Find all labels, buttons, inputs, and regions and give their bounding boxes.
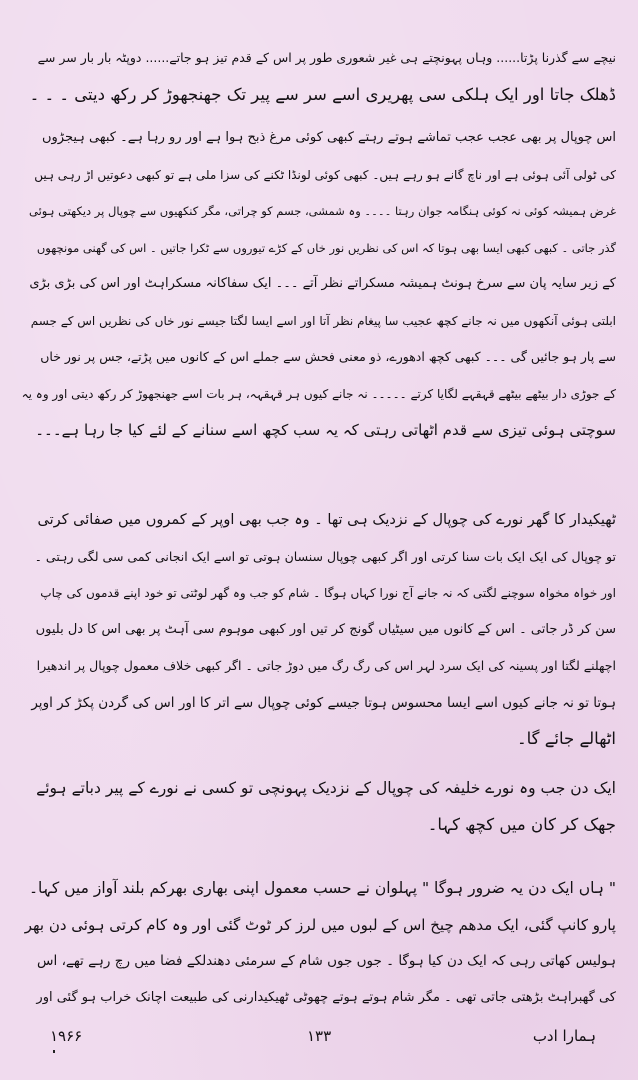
text-line: کے زیر سایہ پان سے سرخ ہونٹ ہمیشہ مسکراتے نظر آتے ۔۔۔ ایک سفاکانہ مسکراہٹ اور اس کی بڑی بڑی bbox=[29, 276, 616, 291]
paragraph-1 bbox=[22, 40, 616, 113]
page-footer bbox=[22, 1016, 616, 1056]
page-number: ۱۳۳ bbox=[307, 1027, 332, 1045]
paragraph-4 bbox=[22, 770, 616, 843]
text-line: اور خواہ مخواہ سوچنے لگتی کہ نہ جانے آج نورا کہاں ہوگا ۔ شام کو جب وہ گھر لوٹتی تو خود اپنے قدموں کی چاپ bbox=[40, 586, 616, 600]
text-line: کی ٹولی آئی ہوئی ہے اور ناچ گانے ہو رہے ہیں۔ کبھی کوئی لونڈا ٹکنے کی سزا ملی ہے تو کبھی دعوتیں اڑ رہی ہیں bbox=[34, 167, 616, 182]
text-line: تو چوپال کی ایک ایک بات سنا کرتی اور اگر کبھی چوپال سنسان ہوتی تو اسے ایک انجانی کمی سی لگی رہتی ۔ bbox=[34, 548, 616, 564]
text-line: سن کر ڈر جاتی ۔ اس کے کانوں میں سیٹیاں گونج کر تیں اور کبھی موہوم سی آہٹ پر بھی اس کا دل بلیوں bbox=[35, 621, 616, 637]
paragraph-3 bbox=[22, 502, 616, 758]
text-line: ہولیس کھاتی رہی کہ ایک دن کیا ہوگا ۔ جوں جوں شام کے سرمئی دھندلکے فضا میں رچ رہے تھے، اس bbox=[37, 953, 616, 969]
text-line: گذر جاتی ۔ کبھی کبھی ایسا بھی ہوتا کہ اس کی نظریں نور خاں کے کڑے تیوروں سے ٹکرا جاتیں ۔ اس کی گھنی مونچھوں bbox=[36, 240, 616, 255]
text-line: کی گھبراہٹ بڑھتی جاتی تھی ۔ مگر شام ہوتے ہوتے چھوٹی ٹھیکیدارنی کی طبیعت اچانک خراب ہو گئی اور bbox=[36, 989, 616, 1005]
publication-year: ۱۹۶۶ bbox=[50, 1027, 83, 1045]
text-line: " ہاں ایک دن یہ ضرور ہوگا " پہلوان نے حسب معمول اپنی بھاری بھرکم بلند آواز میں کہا۔ bbox=[28, 879, 616, 897]
text-line: اٹھالے جائے گا۔ bbox=[516, 729, 616, 748]
text-line: غرض ہمیشہ کوئی نہ کوئی ہنگامہ جوان رہتا ۔۔۔۔ وہ شمشی، جسم کو چراتی، مگر کنکھیوں سے چوپال پر دیکھتی ہوئی bbox=[29, 204, 616, 218]
text-line: سوچتی ہوئی تیزی سے قدم اٹھاتی رہتی کہ یہ سب کچھ اسے سنانے کے لئے کیا جا رہا ہے۔۔۔ bbox=[35, 421, 616, 439]
text-line: کے جوڑی دار بیٹھے بیٹھے قہقہے لگایا کرتے ۔۔۔۔۔ نہ جانے کیوں ہر قہقہہ، ہر بات اسے جھنجھوڑ کر رکھ دیتی اور وہ یہ bbox=[22, 386, 616, 401]
text-line: پارو کانپ گئی، ایک مدھم چیخ اس کے لبوں میں لرز کر ٹوٹ گئی اور وہ کام کرتی ہوئی دن بھر bbox=[24, 915, 616, 934]
text-line: ایک دن جب وہ نورے خلیفہ کی چوپال کے نزدیک پہونچی تو کسی نے نورے کے پیر دباتے ہوئے bbox=[36, 779, 616, 797]
paragraph-5 bbox=[22, 870, 616, 1016]
text-line: سے پار ہو جائیں گی ۔۔۔ کبھی کچھ ادھورے، ذو معنی فحش سے جملے اس کے کانوں میں پڑتے، جس پر نور خاں bbox=[40, 349, 616, 364]
magazine-name: ہمارا ادب bbox=[532, 1027, 596, 1045]
text-line: نیچے سے گذرنا پڑتا...... وہاں پہونچتے ہی غیر شعوری طور پر اس کے قدم تیز ہو جاتے...... دوپٹہ بار بار سر سے bbox=[37, 50, 616, 65]
text-line: ہوتا تو نہ جانے کیوں اسے ایسا محسوس ہوتا جیسے کوئی چوپال سے اتر کا اور اس کی گردن پکڑ کر اوپر bbox=[31, 694, 616, 711]
paragraph-2 bbox=[22, 120, 616, 449]
text-line: ڈھلک جاتا اور ایک ہلکی سی پھریری اسے سر سے پیر تک جھنجھوڑ کر رکھ دیتی ۔ ۔ ۔ bbox=[29, 84, 616, 104]
text-line: ٹھیکیدار کا گھر نورے کی چوپال کے نزدیک ہی تھا ۔ وہ جب بھی اوپر کے کمروں میں صفائی کرتی bbox=[37, 512, 616, 528]
text-line: اس چوپال پر بھی عجب عجب تماشے ہوتے رہتے کبھی کوئی مرغ ذبح ہوا ہے اور رو رہا ہے۔ کبھی ہیجڑوں bbox=[41, 130, 616, 145]
text-line: جھک کر کان میں کچھ کہا۔ bbox=[427, 814, 616, 834]
text-line: ابلتی ہوئی آنکھوں میں نہ جانے کچھ عجیب سا پیغام نظر آتا اور اسے ایسا لگتا جیسے نور خاں کی نظریں اس کے جسم bbox=[30, 313, 616, 328]
text-line: اچھلنے لگتا اور پسینہ کی ایک سرد لہر اس کی رگ رگ میں دوڑ جاتی ۔ اگر کبھی خلاف معمول چوپال پر اندھیرا bbox=[36, 658, 616, 673]
ink-mark bbox=[53, 1050, 55, 1053]
